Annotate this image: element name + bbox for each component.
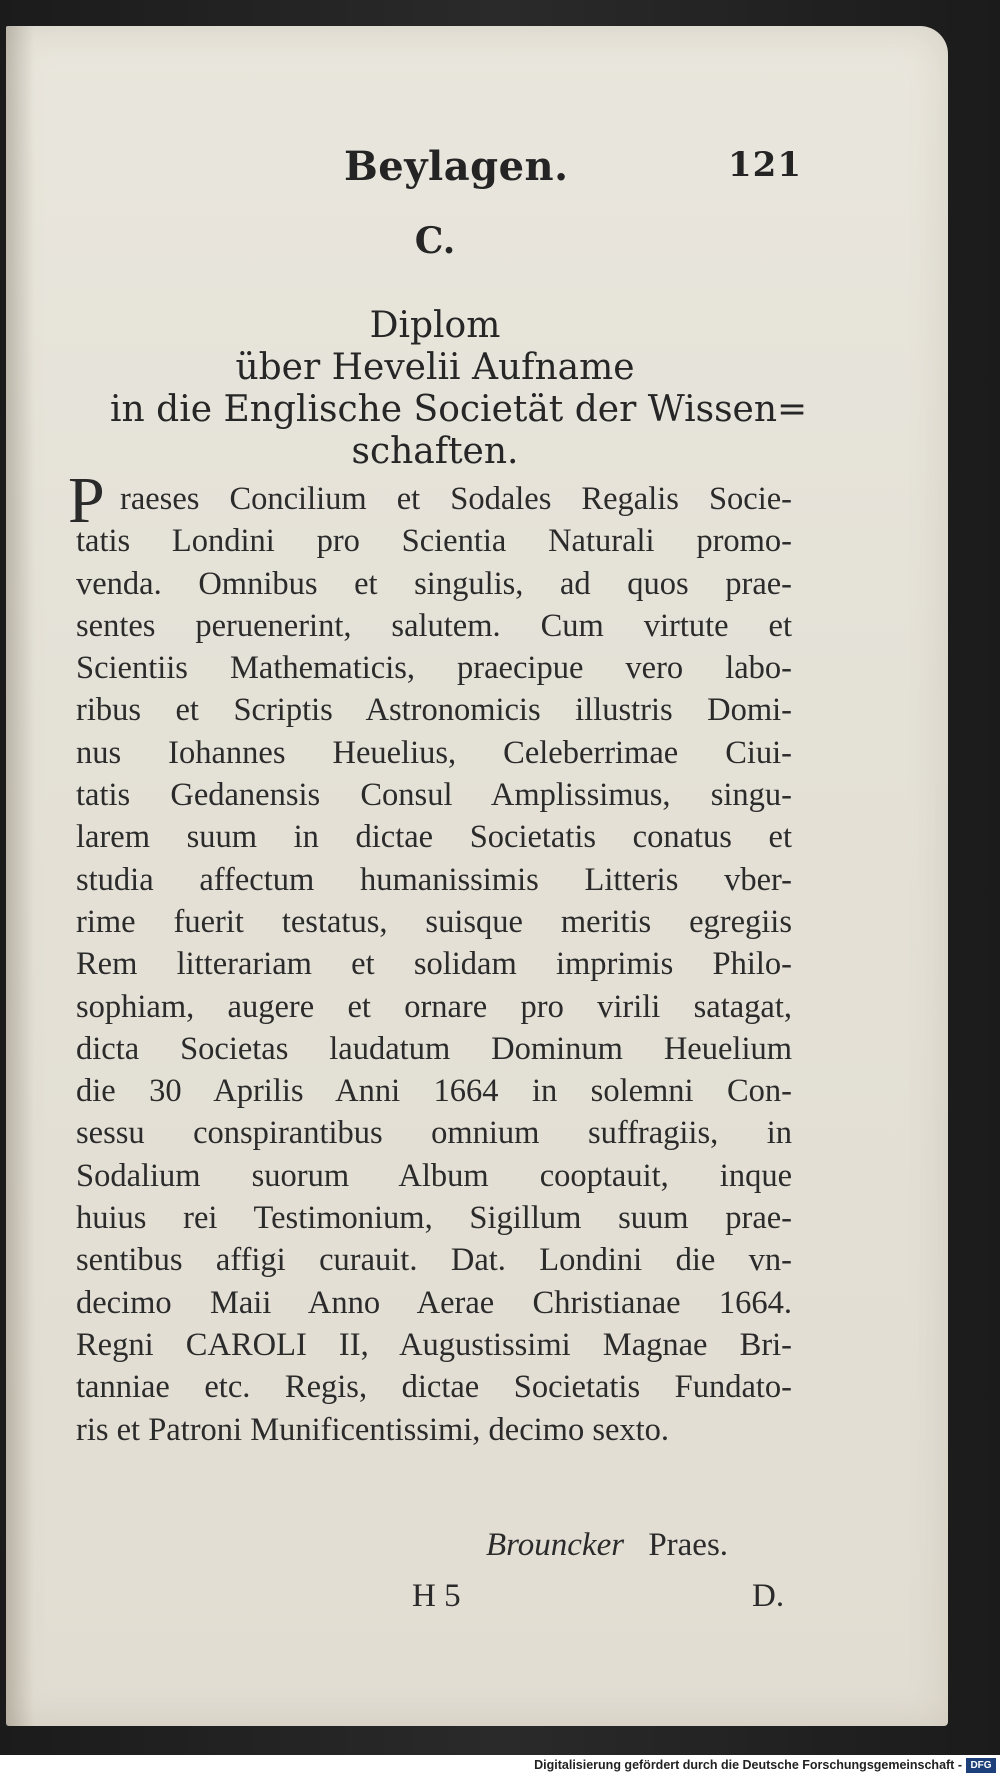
text-line: ris et Patroni Munificentissimi, decimo sexto. [76,1411,670,1448]
running-head-title: Beylagen. [344,143,569,190]
signature-line [486,1527,728,1564]
drop-cap-initial: P [68,464,105,537]
catchword: D. [752,1578,785,1614]
text-line: raeses Concilium et Sodales Regalis Socie- [120,481,792,517]
text-line: nus Iohannes Heuelius, Celeberrimae Ciui- [76,734,792,771]
text-line: sophiam, augere et ornare pro virili satagat, [76,988,792,1025]
page-number: 121 [728,145,802,185]
text-line: huius rei Testimonium, Sigillum suum prae- [76,1200,792,1237]
running-head [300,143,800,193]
heading-line: in die Englische Societät der Wissen= [110,389,808,430]
text-line: sentes peruenerint, salutem. Cum virtute et [76,607,792,644]
signatory-name: Brouncker [486,1527,625,1563]
text-line: larem suum in dictae Societatis conatus et [76,819,792,856]
section-letter: C. [414,220,456,262]
heading-line: Diplom [369,305,501,346]
heading-line: schaften. [351,431,519,472]
heading-line: über Hevelii Aufname [235,347,635,388]
page-gutter-shadow [6,26,34,1726]
signatory-title: Praes. [648,1527,729,1563]
text-line: Scientiis Mathematicis, praecipue vero labo- [76,650,792,687]
text-line: Regni CAROLI II, Augustissimi Magnae Bri- [76,1326,792,1363]
text-line: decimo Maii Anno Aerae Christianae 1664. [76,1284,792,1321]
document-heading [110,305,808,473]
digitization-footer [0,1755,1000,1777]
text-line: tatis Londini pro Scientia Naturali promo- [76,523,792,560]
text-line: venda. Omnibus et singulis, ad quos prae- [76,565,792,602]
text-line: tatis Gedanensis Consul Amplissimus, singu- [76,777,792,814]
text-line: rime fuerit testatus, suisque meritis egregiis [76,903,792,940]
dfg-logo-icon: DFG [966,1758,996,1773]
text-line: die 30 Aprilis Anni 1664 in solemni Con- [76,1073,792,1110]
text-line: sentibus affigi curauit. Dat. Londini die vn- [76,1242,792,1279]
funding-credit: Digitalisierung gefördert durch die Deutsche Forschungsgemeinschaft - [534,1758,962,1772]
text-line: studia affectum humanissimis Litteris vber- [76,861,792,898]
text-line: ribus et Scriptis Astronomicis illustris Domi- [76,692,792,729]
text-line: sessu conspirantibus omnium suffragiis, in [76,1115,792,1152]
diploma-body-text [76,478,792,1451]
text-line: Rem litterariam et solidam imprimis Philo- [76,946,792,983]
sheet-signature-mark: H 5 [412,1578,461,1614]
text-line: tanniae etc. Regis, dictae Societatis Fundato- [76,1369,792,1406]
text-line: dicta Societas laudatum Dominum Heuelium [76,1030,792,1067]
text-line: Sodalium suorum Album cooptauit, inque [76,1157,792,1194]
